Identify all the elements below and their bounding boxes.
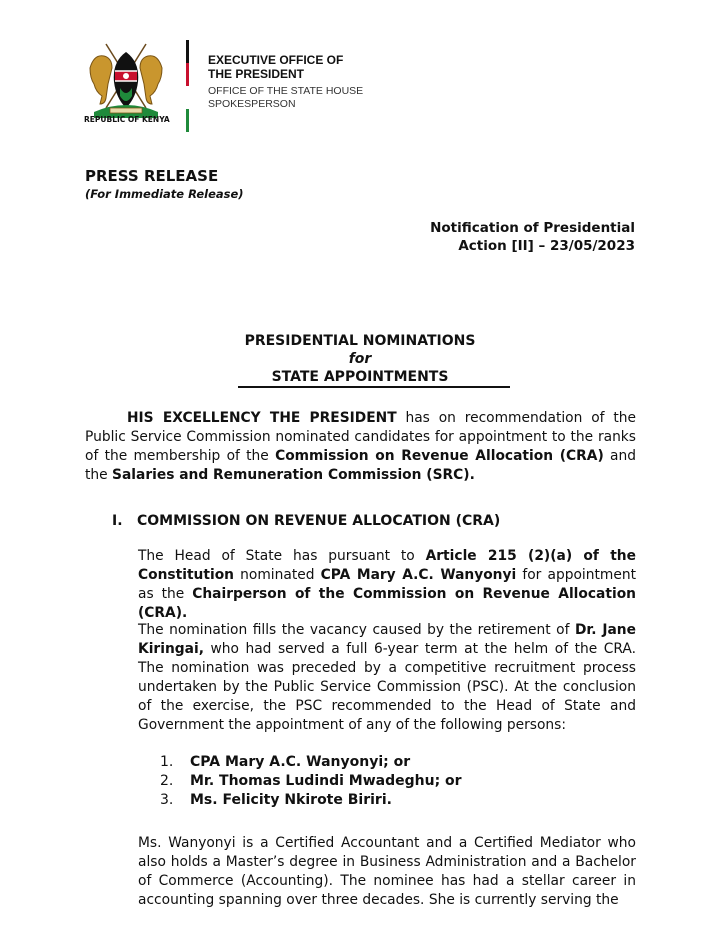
- intro-bold-3: Salaries and Remuneration Commission (SRC).: [112, 467, 475, 483]
- heading-underline: [238, 386, 510, 388]
- intro-bold-1: HIS EXCELLENCY THE PRESIDENT: [127, 410, 397, 426]
- intro-paragraph: [85, 409, 636, 485]
- p2-text-1: The nomination fills the vacancy caused by the retirement of: [138, 622, 575, 638]
- press-release-title: PRESS RELEASE: [85, 167, 219, 185]
- press-release-subtitle: (For Immediate Release): [85, 187, 244, 201]
- flag-color-bars: [186, 40, 189, 132]
- paragraph-1: [138, 547, 636, 623]
- intro-text-1: has on recommendation of the Public Service Commission nominated candidates for appointment to the ranks of the membership of the: [85, 410, 636, 464]
- office-name: [208, 53, 343, 81]
- heading-line-2: for: [348, 351, 372, 367]
- notification-line-2: Action [II] – 23/05/2023: [458, 238, 635, 254]
- p2-text-2: who had served a full 6-year term at the helm of the CRA. The nomination was preceded by a competitive recruitment process undertaken by the Public Service Commission (PSC). At the conclusion of the exercise, the PSC recommended to the Head of State and Government the appointment of any of the following persons:: [138, 641, 636, 733]
- list-item: [160, 753, 462, 772]
- heading-line-1: PRESIDENTIAL NOMINATIONS: [244, 333, 476, 349]
- list-item-number: 1.: [160, 754, 174, 770]
- list-item-name: CPA Mary A.C. Wanyonyi; or: [190, 754, 411, 770]
- list-item-name: Ms. Felicity Nkirote Biriri.: [190, 792, 392, 808]
- p1-bold-1: Article 215 (2)(a) of the Constitution: [138, 548, 636, 583]
- office-line-2: THE PRESIDENT: [208, 67, 305, 81]
- coat-of-arms-emblem: [84, 38, 168, 124]
- p1-bold-3: Chairperson of the Commission on Revenue Allocation (CRA).: [138, 586, 636, 621]
- emblem-label: REPUBLIC OF KENYA: [84, 115, 170, 124]
- p1-bold-2: CPA Mary A.C. Wanyonyi: [320, 567, 517, 583]
- p1-text-2: nominated: [234, 567, 321, 583]
- section-number: I.: [112, 513, 123, 529]
- list-item-number: 3.: [160, 792, 174, 808]
- p1-text-3: for appointment as the: [138, 567, 636, 602]
- document-heading: [180, 332, 540, 386]
- office-line-1: EXECUTIVE OFFICE OF: [208, 53, 344, 67]
- section-title: COMMISSION ON REVENUE ALLOCATION (CRA): [137, 513, 501, 529]
- section-heading: [112, 513, 500, 529]
- list-item: [160, 791, 462, 810]
- list-item-name: Mr. Thomas Ludindi Mwadeghu; or: [190, 773, 462, 789]
- office-subtitle: [208, 85, 363, 111]
- paragraph-2: [138, 621, 636, 735]
- p2-bold-1: Dr. Jane Kiringai,: [138, 622, 636, 657]
- paragraph-3: Ms. Wanyonyi is a Certified Accountant and a Certified Mediator who also holds a Master’s degree in Business Administration and a Bachelor of Commerce (Accounting). The nominee has had a stellar career in accounting spanning over three decades. She is currently serving the: [138, 835, 636, 908]
- notification-line-1: Notification of Presidential: [430, 220, 635, 236]
- list-item-number: 2.: [160, 773, 174, 789]
- intro-bold-2: Commission on Revenue Allocation (CRA): [275, 448, 604, 464]
- sub-line-1: OFFICE OF THE STATE HOUSE: [208, 85, 364, 97]
- heading-line-3: STATE APPOINTMENTS: [271, 369, 449, 385]
- intro-text-2: and the: [85, 448, 637, 483]
- candidate-list: [160, 753, 462, 810]
- notification-reference: [430, 219, 635, 255]
- list-item: [160, 772, 462, 791]
- p1-text-1: The Head of State has pursuant to: [138, 548, 426, 564]
- sub-line-2: SPOKESPERSON: [208, 98, 296, 110]
